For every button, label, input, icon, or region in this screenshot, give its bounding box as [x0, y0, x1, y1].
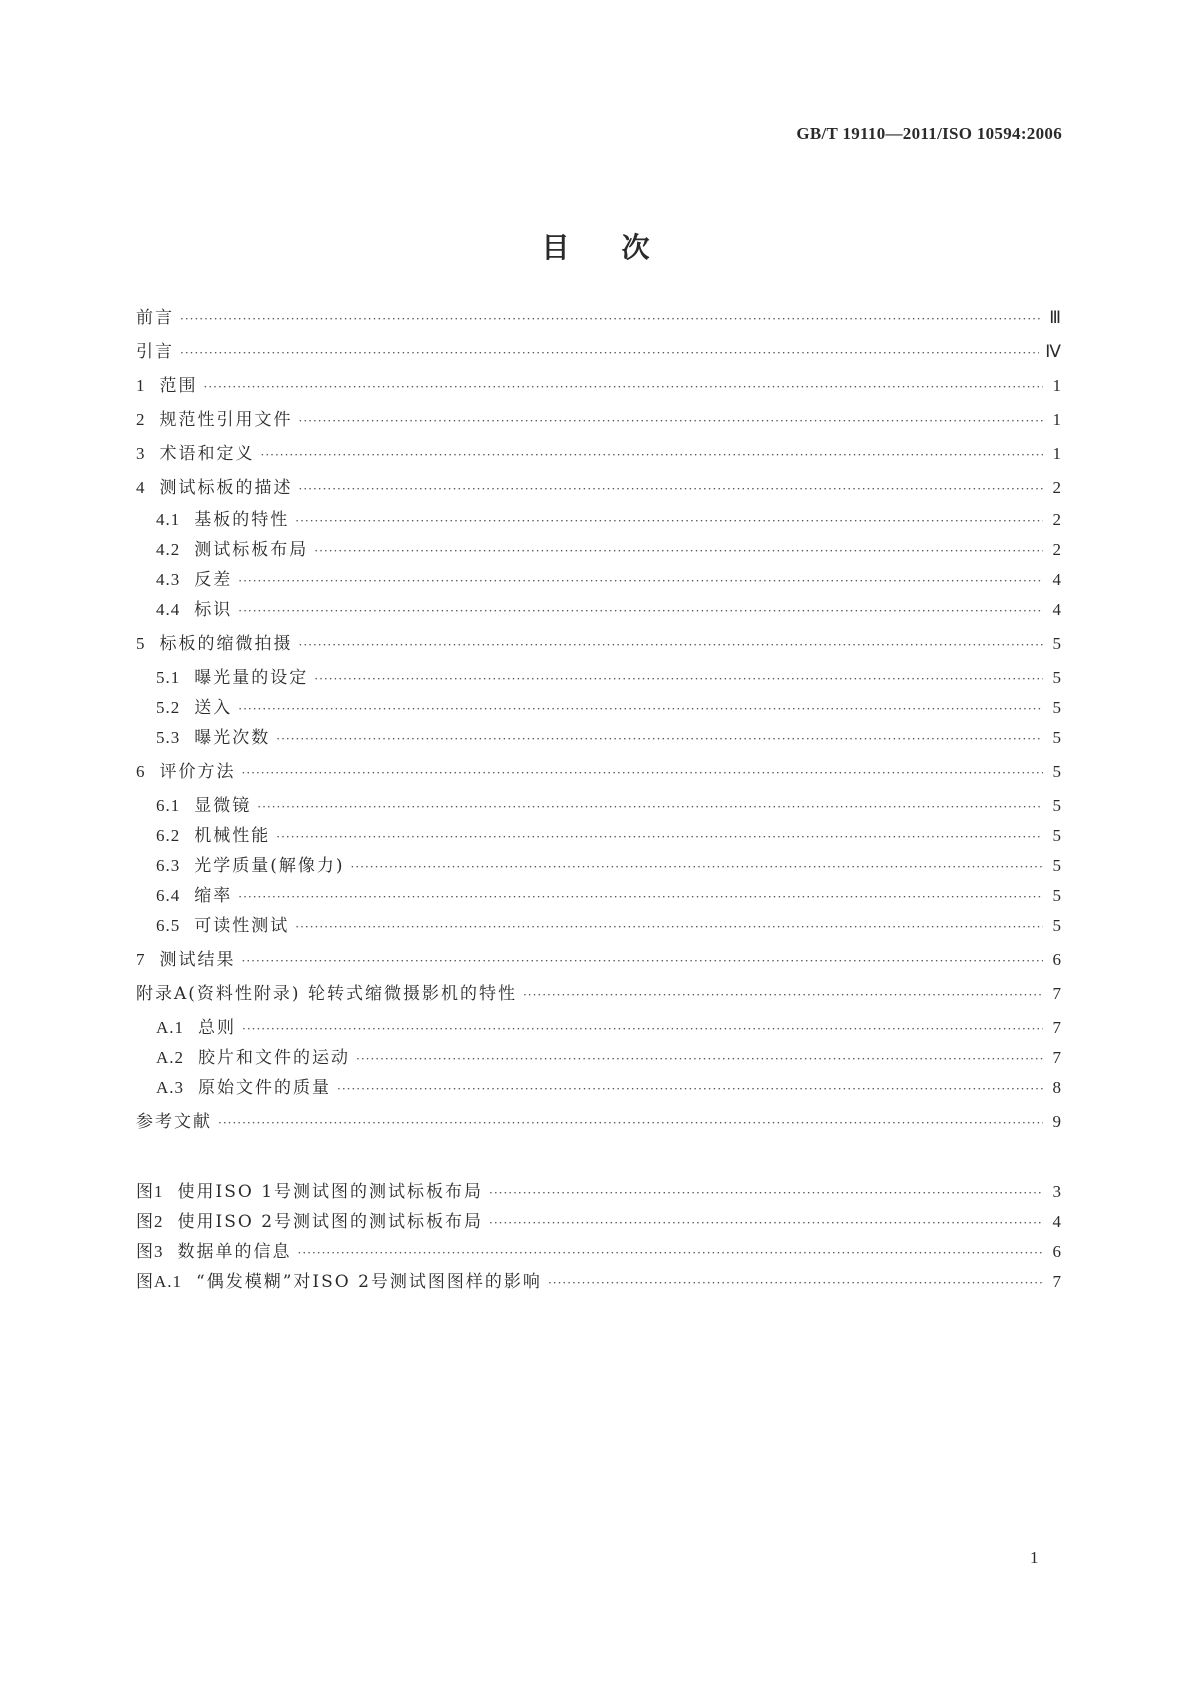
toc-leader-dots	[548, 1271, 1043, 1295]
toc-entry-label: 前言	[136, 308, 174, 328]
toc-entry-label: 标板的缩微拍摄	[159, 634, 293, 654]
toc-leader-dots	[314, 539, 1043, 563]
toc-entry-6-1[interactable]	[156, 794, 1061, 818]
toc-entry-7[interactable]	[136, 948, 1061, 972]
toc-leader-dots	[238, 697, 1043, 721]
toc-leader-dots	[295, 509, 1043, 533]
toc-entry-bibliography[interactable]	[136, 1110, 1061, 1134]
page-number: 1	[1030, 1548, 1039, 1567]
toc-entry-number: 2	[136, 410, 146, 429]
toc-entry-5-2[interactable]	[156, 696, 1061, 720]
toc-entry-label: 测试标板的描述	[159, 478, 293, 498]
toc-entry-page: 5	[1052, 668, 1061, 687]
toc-entry-number: 7	[136, 950, 146, 969]
toc-entry-page: 8	[1052, 1078, 1061, 1097]
toc-entry-number: 5	[136, 634, 146, 653]
toc-leader-dots	[276, 727, 1043, 751]
toc-entry-label: 评价方法	[159, 762, 236, 782]
toc-entry-number: 4.4	[156, 600, 181, 619]
toc-leader-dots	[238, 885, 1043, 909]
toc-leader-dots	[489, 1211, 1043, 1235]
toc-entry-page: 1	[1052, 410, 1061, 429]
toc-entry-4[interactable]	[136, 476, 1061, 500]
toc-leader-dots	[299, 409, 1044, 433]
toc-entry-4-1[interactable]	[156, 508, 1061, 532]
toc-entry-a-3[interactable]	[156, 1076, 1061, 1100]
toc-entry-page: 6	[1052, 950, 1061, 969]
toc-entry-3[interactable]	[136, 442, 1061, 466]
toc-entry-6-2[interactable]	[156, 824, 1061, 848]
toc-entry-page: 1	[1052, 376, 1061, 395]
figure-entry-3[interactable]	[136, 1240, 1061, 1264]
toc-entry-number: 1	[136, 376, 146, 395]
toc-entry-number: 4.3	[156, 570, 181, 589]
toc-leader-dots	[337, 1077, 1043, 1101]
page-title: 目次	[541, 231, 702, 264]
toc-entry-label: 曝光量的设定	[194, 668, 309, 688]
figure-entry-number: 图1	[136, 1182, 164, 1201]
toc-leader-dots	[295, 915, 1043, 939]
toc-leader-dots	[299, 633, 1044, 657]
toc-entry-1[interactable]	[136, 374, 1061, 398]
toc-entry-number: 6.1	[156, 796, 181, 815]
toc-entry-number: 6.4	[156, 886, 181, 905]
toc-entry-page: 5	[1052, 886, 1061, 905]
toc-leader-dots	[523, 983, 1043, 1007]
toc-entry-page: 5	[1052, 796, 1061, 815]
toc-entry-label: 测试结果	[159, 950, 236, 970]
toc-entry-page: 2	[1052, 540, 1061, 559]
document-identifier: GB/T 19110—2011/ISO 10594:2006	[796, 124, 1062, 143]
toc-entry-page: 7	[1052, 1048, 1061, 1067]
figure-entry-2[interactable]	[136, 1210, 1061, 1234]
toc-leader-dots	[356, 1047, 1043, 1071]
toc-entry-label: 送入	[194, 698, 233, 718]
toc-leader-dots	[180, 341, 1039, 365]
toc-entry-4-3[interactable]	[156, 568, 1061, 592]
toc-leader-dots	[204, 375, 1044, 399]
toc-entry-number: 3	[136, 444, 146, 463]
toc-entry-annex-a[interactable]	[136, 982, 1061, 1006]
toc-leader-dots	[489, 1181, 1043, 1205]
toc-entry-label: 原始文件的质量	[198, 1078, 332, 1098]
toc-entry-page: 7	[1052, 1018, 1061, 1037]
toc-entry-number: 6.5	[156, 916, 181, 935]
toc-entry-number: A.3	[156, 1078, 185, 1097]
toc-entry-4-4[interactable]	[156, 598, 1061, 622]
toc-entry-page: 1	[1052, 444, 1061, 463]
toc-entry-label: 术语和定义	[159, 444, 255, 464]
toc-leader-dots	[351, 855, 1043, 879]
toc-entry-6-4[interactable]	[156, 884, 1061, 908]
toc-entry-page: 5	[1052, 634, 1061, 653]
toc-entry-number: A.2	[156, 1048, 185, 1067]
toc-entry-label: 可读性测试	[194, 916, 290, 936]
toc-leader-dots	[242, 1017, 1043, 1041]
toc-entry-6-3[interactable]	[156, 854, 1061, 878]
toc-entry-a-2[interactable]	[156, 1046, 1061, 1070]
figure-entry-label: 数据单的信息	[177, 1242, 292, 1262]
toc-entry-page: 7	[1052, 984, 1061, 1003]
toc-leader-dots	[261, 443, 1044, 467]
toc-entry-page: 5	[1052, 856, 1061, 875]
toc-entry-number: 6.2	[156, 826, 181, 845]
toc-entry-label: 光学质量(解像力)	[194, 856, 345, 876]
toc-entry-page: 5	[1052, 916, 1061, 935]
figure-entry-page: 6	[1052, 1242, 1061, 1261]
toc-entry-page: 5	[1052, 728, 1061, 747]
toc-leader-dots	[218, 1111, 1043, 1135]
figure-entry-page: 7	[1052, 1272, 1061, 1291]
figure-entry-number: 图A.1	[136, 1272, 183, 1291]
toc-entry-label: 附录A(资料性附录) 轮转式缩微摄影机的特性	[136, 984, 517, 1004]
toc-entry-number: 5.3	[156, 728, 181, 747]
toc-leader-dots	[238, 599, 1043, 623]
toc-entry-page: 2	[1052, 478, 1061, 497]
toc-entry-page: 4	[1052, 600, 1061, 619]
toc-entry-5[interactable]	[136, 632, 1061, 656]
toc-entry-label: 显微镜	[194, 796, 252, 816]
toc-entry-page: 2	[1052, 510, 1061, 529]
figure-entry-a-1[interactable]	[136, 1270, 1061, 1294]
toc-entry-6-5[interactable]	[156, 914, 1061, 938]
toc-entry-label: 机械性能	[194, 826, 271, 846]
figure-entry-number: 图3	[136, 1242, 164, 1261]
toc-entry-2[interactable]	[136, 408, 1061, 432]
toc-entry-number: 6	[136, 762, 146, 781]
toc-entry-number: 6.3	[156, 856, 181, 875]
toc-entry-5-3[interactable]	[156, 726, 1061, 750]
toc-leader-dots	[257, 795, 1043, 819]
toc-entry-label: 反差	[194, 570, 233, 590]
toc-leader-dots	[180, 307, 1043, 331]
toc-leader-dots	[242, 761, 1044, 785]
toc-entry-page: 5	[1052, 698, 1061, 717]
figure-entry-1[interactable]	[136, 1180, 1061, 1204]
toc-entry-label: 标识	[194, 600, 233, 620]
toc-entry-6[interactable]	[136, 760, 1061, 784]
toc-entry-foreword[interactable]	[136, 306, 1061, 330]
toc-entry-page: 5	[1052, 826, 1061, 845]
figure-entry-page: 3	[1052, 1182, 1061, 1201]
toc-entry-label: 缩率	[194, 886, 233, 906]
toc-entry-page: Ⅲ	[1049, 308, 1061, 327]
toc-entry-label: 引言	[136, 342, 174, 362]
toc-leader-dots	[298, 1241, 1044, 1265]
toc-leader-dots	[299, 477, 1044, 501]
toc-entry-label: 测试标板布局	[194, 540, 309, 560]
toc-entry-a-1[interactable]	[156, 1016, 1061, 1040]
toc-entry-number: 4.1	[156, 510, 181, 529]
figure-entry-label: 使用ISO 1号测试图的测试标板布局	[177, 1182, 484, 1202]
toc-entry-4-2[interactable]	[156, 538, 1061, 562]
toc-entry-page: Ⅳ	[1045, 342, 1061, 361]
toc-entry-label: 范围	[159, 376, 198, 396]
toc-entry-label: 曝光次数	[194, 728, 271, 748]
toc-entry-label: 胶片和文件的运动	[198, 1048, 351, 1068]
toc-leader-dots	[276, 825, 1043, 849]
toc-entry-page: 9	[1052, 1112, 1061, 1131]
toc-entry-number: 4.2	[156, 540, 181, 559]
toc-entry-number: 5.2	[156, 698, 181, 717]
toc-entry-page: 5	[1052, 762, 1061, 781]
toc-entry-number: 4	[136, 478, 146, 497]
toc-entry-label: 规范性引用文件	[159, 410, 293, 430]
toc-leader-dots	[238, 569, 1043, 593]
toc-entry-label: 参考文献	[136, 1112, 212, 1132]
toc-entry-number: 5.1	[156, 668, 181, 687]
toc-entry-introduction[interactable]	[136, 340, 1061, 364]
figure-entry-number: 图2	[136, 1212, 164, 1231]
toc-leader-dots	[242, 949, 1044, 973]
toc-entry-label: 总则	[198, 1018, 237, 1038]
toc-entry-page: 4	[1052, 570, 1061, 589]
toc-entry-label: 基板的特性	[194, 510, 290, 530]
figure-entry-page: 4	[1052, 1212, 1061, 1231]
toc-entry-5-1[interactable]	[156, 666, 1061, 690]
figure-entry-label: “偶发模糊”对ISO 2号测试图图样的影响	[196, 1272, 542, 1292]
toc-entry-number: A.1	[156, 1018, 185, 1037]
figure-entry-label: 使用ISO 2号测试图的测试标板布局	[177, 1212, 484, 1232]
toc-leader-dots	[314, 667, 1043, 691]
